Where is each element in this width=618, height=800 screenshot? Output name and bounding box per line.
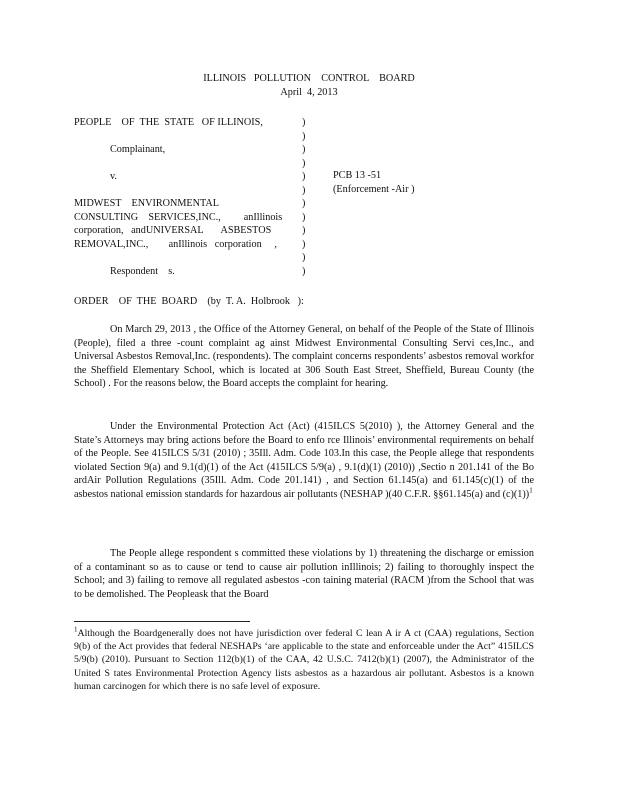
document-header xyxy=(0,72,618,100)
respondents-label: Respondent s. xyxy=(110,265,175,277)
order-heading: ORDER OF THE BOARD (by T. A. Holbrook ): xyxy=(74,296,304,307)
paren-mark: ) xyxy=(302,211,306,223)
footnote-reference[interactable]: 1 xyxy=(529,486,533,495)
case-caption-parties xyxy=(74,116,304,278)
versus-label: v. xyxy=(110,171,117,182)
respondent-line: REMOVAL,INC., anIllinois corporation , xyxy=(74,238,277,250)
footnote-number: 1 xyxy=(74,625,78,634)
respondent-line: CONSULTING SERVICES,INC., anIllinois xyxy=(74,211,283,223)
paren-mark: ) xyxy=(302,265,306,277)
paren-mark: ) xyxy=(302,130,306,142)
footnote-text: Although the Boardgenerally does not have jurisdiction over federal C lean A ir A ct (CAA) regulations, Section 9(b) of the Act provides that federal NESHAPs ‘are applicable to the state and enforceable under the Act” 415ILCS 5/9(b) (2010). Pursuant to Section 112(b)(1) of the CAA, 42 U.S.C. 7412(b)(1) (2007), the Administrator of the United S tates Environmental Protection Agency lists asbestos as a hazardous air pollutant. Asbestos is a known human carcinogen for which there is no safe level of exposure. xyxy=(74,628,534,692)
respondent-line: corporation, andUNIVERSAL ASBESTOS xyxy=(74,225,272,236)
caption-parentheses xyxy=(302,116,305,278)
paragraph-text: Under the Environmental Protection Act (Act) (415ILCS 5(2010) ), the Attorney General and the State’s Attorneys may bring actions before the Board to enfo rce Illinois’ environmental requirements on behalf of the People. See 415ILCS 5/31 (2010) ; 35Ill. Adm. Code 103.In this case, the People allege that respondents violated Section 9(a) and 9.1(d)(1) of the Act (415ILCS 5/9(a) , 9.1(d)(1) (2010)) ,Sectio n 201.141 of the Bo ardAir Pollution Regulations (35Ill. Adm. Code 201.141) , and Section 61.145(a) and 61.145(c)(1) of the asbestos national emission standards for hazardous air pollutants (NESHAP )(40 C.F.R. §§61.145(a) and (c)(1)) xyxy=(74,421,534,500)
body-paragraph xyxy=(74,420,534,502)
paren-mark: ) xyxy=(302,157,306,169)
case-type: (Enforcement -Air ) xyxy=(333,183,415,195)
paragraph-text: The People allege respondent s committed these violations by 1) threatening the discharge or emission of a contaminant so as to cause or tend to cause air pollution inIllinois; 2) failing to thoroughly inspect the School; and 3) failing to remove all regulated asbestos -con taining material (RACM )from the School that was to be demolished. The Peopleask that the Board xyxy=(74,548,534,600)
order-date: April 4, 2013 xyxy=(280,87,338,98)
paren-mark: ) xyxy=(302,144,306,155)
case-identifier xyxy=(333,169,414,196)
body-paragraph xyxy=(74,547,534,601)
paragraph-text: On March 29, 2013 , the Office of the Attorney General, on behalf of the People of the State of Illinois (People), filed a three -count complaint ag ainst Midwest Environmental Consulting Servi ces,Inc., and Universal Asbestos Removal,Inc. (respondents). The complaint concerns respondents’ asbestos removal workfor the Sheffield Elementary School, which is located at 306 South East Street, Sheffield, Bureau County (the School) . For the reasons below, the Board accepts the complaint for hearing. xyxy=(74,324,534,390)
board-title: ILLINOIS POLLUTION CONTROL BOARD xyxy=(203,73,415,84)
footnote xyxy=(74,627,534,693)
plaintiff-name: PEOPLE OF THE STATE OF ILLINOIS, xyxy=(74,117,263,128)
paren-mark: ) xyxy=(302,117,306,128)
paren-mark: ) xyxy=(302,171,306,182)
respondent-line: MIDWEST ENVIRONMENTAL xyxy=(74,198,220,209)
paren-mark: ) xyxy=(302,252,306,263)
paren-mark: ) xyxy=(302,225,306,236)
complainant-label: Complainant, xyxy=(110,144,166,155)
paren-mark: ) xyxy=(302,198,306,209)
paren-mark: ) xyxy=(302,238,306,250)
paren-mark: ) xyxy=(302,184,306,196)
body-paragraph xyxy=(74,323,534,391)
case-number: PCB 13 -51 xyxy=(333,170,382,181)
footnote-divider xyxy=(74,621,250,622)
